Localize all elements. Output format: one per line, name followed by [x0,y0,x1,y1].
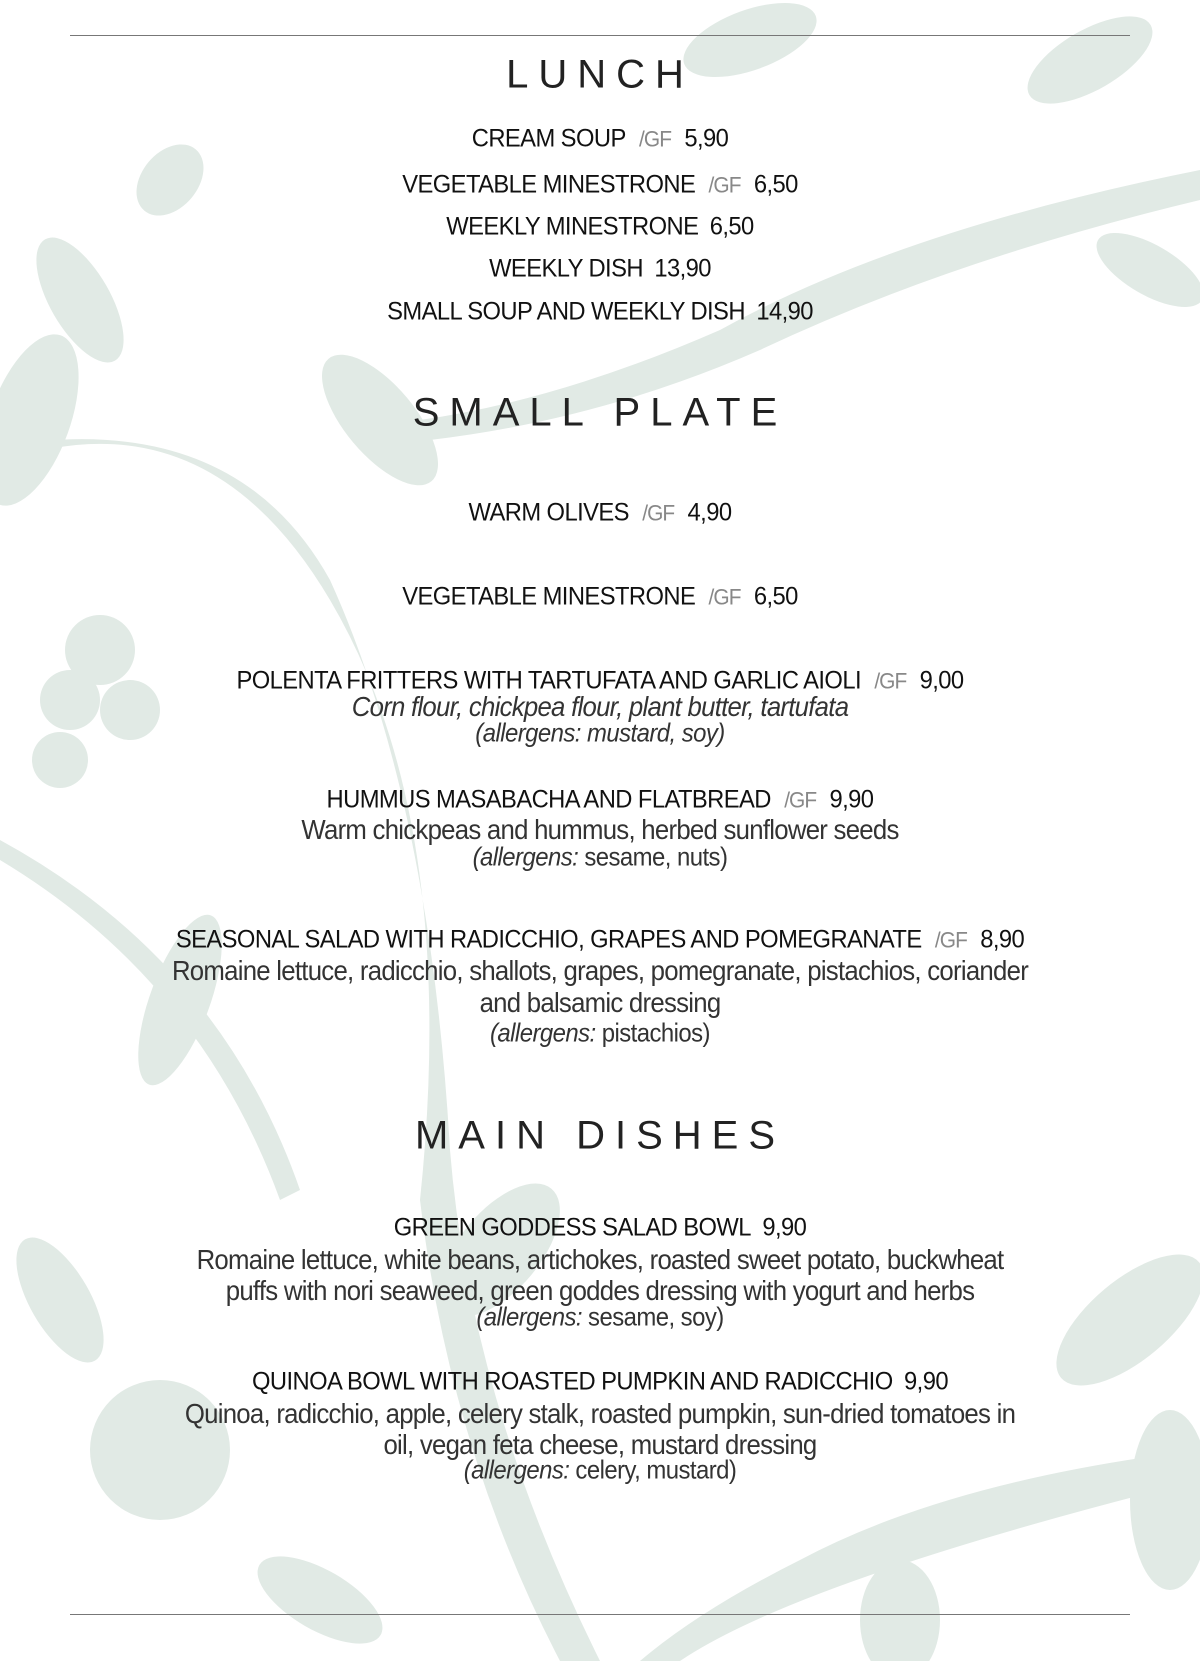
menu-item [30,926,1170,955]
item-description: Corn flour, chickpea flour, plant butter, tartufata [351,691,849,722]
item-price: 8,90 [980,925,1025,954]
menu-item [30,298,1170,327]
item-description: oil, vegan feta cheese, mustard dressing [383,1429,817,1460]
item-price: 14,90 [756,297,813,326]
item-name: WEEKLY MINESTRONE [446,212,699,241]
menu-item [30,125,1170,154]
item-name: SEASONAL SALAD WITH RADICCHIO, GRAPES AND POMEGRANATE [175,925,922,954]
item-allergens: (allergens: mustard, soy) [475,717,725,748]
bottom-divider [70,1614,1130,1615]
menu-item [30,1214,1170,1243]
item-name: SMALL SOUP AND WEEKLY DISH [387,297,745,326]
menu-item [30,255,1170,284]
menu-item [30,583,1170,612]
item-price: 9,90 [762,1213,807,1242]
item-price: 4,90 [687,498,732,527]
item-price: 6,50 [753,170,798,199]
item-price: 5,90 [684,124,729,153]
menu-item [30,171,1170,200]
item-description: Warm chickpeas and hummus, herbed sunflower seeds [301,814,899,845]
gluten-free-tag: /GF [708,584,741,610]
menu-item [30,499,1170,528]
menu-item [30,213,1170,242]
gluten-free-tag: /GF [642,500,675,526]
item-name: CREAM SOUP [471,124,626,153]
item-price: 13,90 [654,254,711,283]
item-allergens: (allergens: sesame, soy) [476,1301,724,1332]
item-name: QUINOA BOWL WITH ROASTED PUMPKIN AND RADICCHIO [252,1367,893,1396]
item-description: Quinoa, radicchio, apple, celery stalk, roasted pumpkin, sun-dried tomatoes in [184,1398,1016,1429]
item-name: VEGETABLE MINESTRONE [402,170,696,199]
gluten-free-tag: /GF [784,787,817,813]
item-allergens: (allergens: celery, mustard) [463,1454,737,1485]
gluten-free-tag: /GF [874,668,907,694]
top-divider [70,35,1130,36]
item-name: VEGETABLE MINESTRONE [402,582,696,611]
gluten-free-tag: /GF [934,927,967,953]
item-price: 9,90 [904,1367,948,1396]
section-heading-lunch: LUNCH [506,52,694,97]
item-description: Romaine lettuce, white beans, artichokes, roasted sweet potato, buckwheat [196,1244,1004,1275]
item-name: HUMMUS MASABACHA AND FLATBREAD [326,785,771,814]
item-name: GREEN GODDESS SALAD BOWL [393,1213,751,1242]
menu-item [30,1368,1170,1397]
item-price: 9,90 [829,785,874,814]
gluten-free-tag: /GF [708,172,741,198]
item-price: 6,50 [709,212,754,241]
section-heading-main-dishes: MAIN DISHES [414,1113,786,1158]
item-name: POLENTA FRITTERS WITH TARTUFATA AND GARLIC AIOLI [236,666,862,695]
item-allergens: (allergens: sesame, nuts) [472,841,728,872]
item-description: and balsamic dressing [479,987,721,1018]
item-price: 9,00 [919,666,964,695]
item-name: WEEKLY DISH [489,254,643,283]
item-description: Romaine lettuce, radicchio, shallots, grapes, pomegranate, pistachios, coriander [171,955,1029,986]
item-price: 6,50 [753,582,798,611]
item-name: WARM OLIVES [468,498,629,527]
section-heading-small-plate: SMALL PLATE [412,390,788,435]
menu-item [30,786,1170,815]
gluten-free-tag: /GF [639,126,672,152]
item-allergens: (allergens: pistachios) [490,1017,710,1048]
item-description: puffs with nori seaweed, green goddes dressing with yogurt and herbs [225,1275,975,1306]
